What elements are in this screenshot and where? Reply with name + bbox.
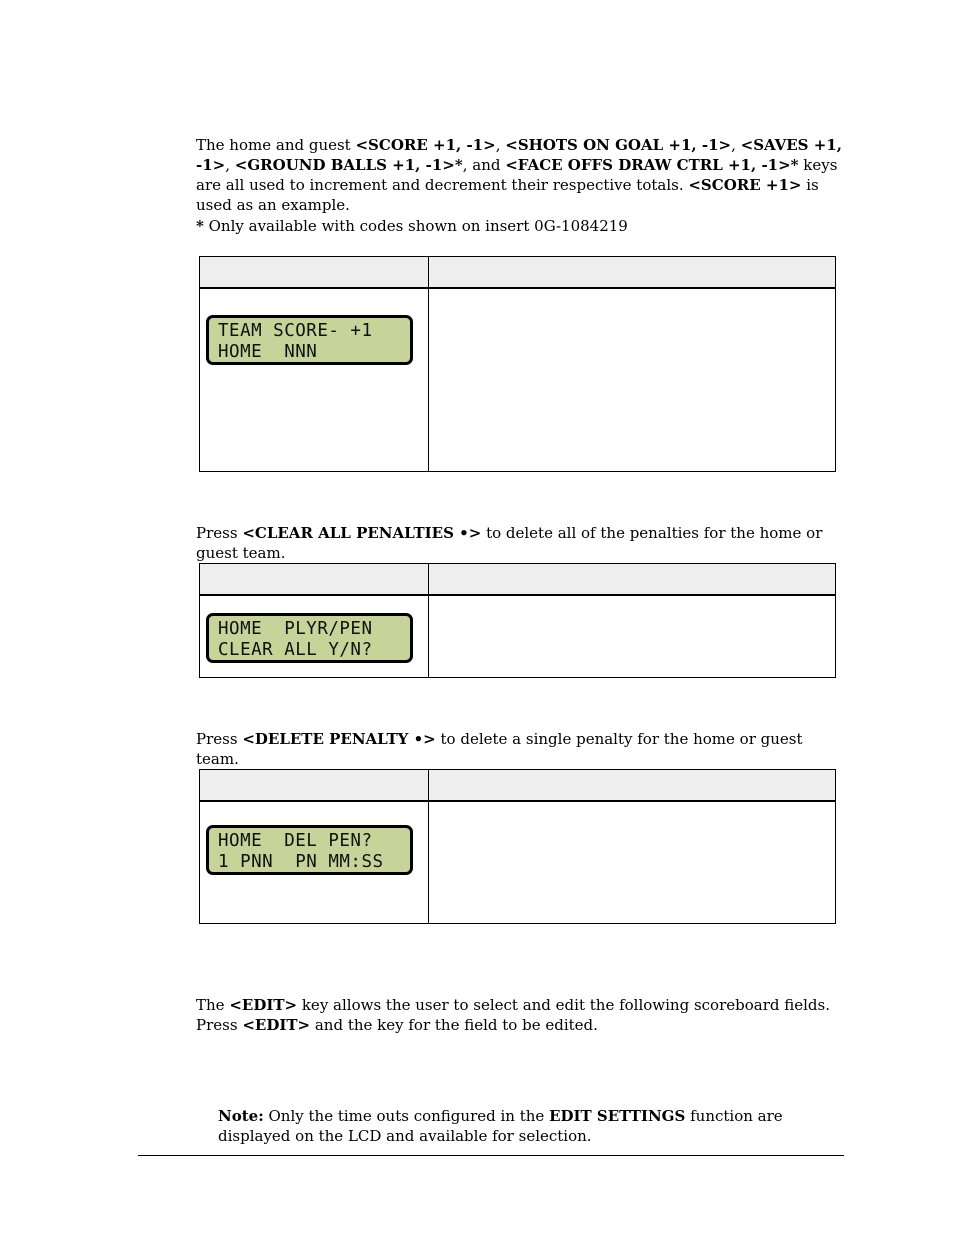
lcd-line-2: HOME NNN xyxy=(218,342,318,362)
table-header-cell xyxy=(200,770,429,802)
edit-text: and the key for the field to be edited. xyxy=(310,1016,598,1034)
intro-paragraph xyxy=(196,135,846,215)
score-key: <SCORE +1, -1> xyxy=(355,136,496,154)
lcd-display xyxy=(206,613,413,663)
saves-key: <SAVES +1, -1> xyxy=(196,136,842,174)
table-header-cell xyxy=(429,770,836,802)
description-cell xyxy=(429,801,836,924)
clear-penalties-table xyxy=(199,563,836,678)
intro-text: , and xyxy=(462,156,506,174)
delete-text: Press xyxy=(196,730,243,748)
clear-penalties-paragraph xyxy=(196,523,846,563)
lcd-line-1: HOME DEL PEN? xyxy=(218,831,373,851)
ground-balls-key: <GROUND BALLS +1, -1>* xyxy=(234,156,463,174)
table-header-cell xyxy=(200,257,429,289)
table-row xyxy=(200,801,836,924)
lcd-cell xyxy=(200,595,429,678)
clear-text: Press xyxy=(196,524,243,542)
table-header-cell xyxy=(200,564,429,596)
footnote-text: Only available with codes shown on insert 0G-1084219 xyxy=(203,217,628,235)
intro-text: , xyxy=(731,136,741,154)
lcd-line-1: HOME PLYR/PEN xyxy=(218,619,373,639)
edit-key: <EDIT> xyxy=(229,996,298,1014)
score-plus-one-key: <SCORE +1> xyxy=(688,176,802,194)
table-header-cell xyxy=(429,564,836,596)
lcd-display xyxy=(206,825,413,875)
delete-penalty-table xyxy=(199,769,836,924)
intro-text: , xyxy=(225,156,235,174)
edit-text: The xyxy=(196,996,230,1014)
intro-text: is used as an example. xyxy=(196,176,819,214)
delete-penalty-paragraph xyxy=(196,729,846,769)
description-cell xyxy=(429,288,836,472)
clear-all-penalties-key: <CLEAR ALL PENALTIES •> xyxy=(242,524,482,542)
edit-settings-label: EDIT SETTINGS xyxy=(549,1107,686,1125)
edit-text: Press xyxy=(196,1016,243,1034)
lcd-cell xyxy=(200,801,429,924)
delete-penalty-key: <DELETE PENALTY •> xyxy=(242,730,436,748)
intro-text: keys are all used to increment and decrement their respective totals. xyxy=(196,156,838,194)
shots-on-goal-key: <SHOTS ON GOAL +1, -1> xyxy=(505,136,732,154)
table-header-row xyxy=(200,564,836,596)
note-paragraph xyxy=(218,1106,833,1146)
score-table xyxy=(199,256,836,472)
intro-text: , xyxy=(495,136,506,154)
clear-text: to delete all of the penalties for the home or guest team. xyxy=(196,524,823,562)
table-header-row xyxy=(200,770,836,802)
note-text: Only the time outs configured in the xyxy=(263,1107,550,1125)
table-row xyxy=(200,595,836,678)
lcd-cell xyxy=(200,288,429,472)
note-label: Note: xyxy=(218,1107,264,1125)
note-text: function are displayed on the LCD and available for selection. xyxy=(218,1107,783,1145)
footer-rule xyxy=(138,1155,844,1156)
table-header-cell xyxy=(429,257,836,289)
intro-text: The home and guest xyxy=(196,136,356,154)
edit-paragraph xyxy=(196,995,846,1035)
footnote-star: * xyxy=(196,217,204,235)
edit-text: key allows the user to select and edit the following scoreboard fields. xyxy=(297,996,831,1014)
lcd-line-2: 1 PNN PN MM:SS xyxy=(218,852,384,872)
lcd-display xyxy=(206,315,413,365)
footnote xyxy=(196,216,846,236)
lcd-line-2: CLEAR ALL Y/N? xyxy=(218,640,373,660)
table-header-row xyxy=(200,257,836,289)
face-offs-key: <FACE OFFS DRAW CTRL +1, -1>* xyxy=(505,156,799,174)
delete-text: to delete a single penalty for the home or guest team. xyxy=(196,730,803,768)
edit-key: <EDIT> xyxy=(242,1016,311,1034)
lcd-line-1: TEAM SCORE- +1 xyxy=(218,321,373,341)
description-cell xyxy=(429,595,836,678)
table-row xyxy=(200,288,836,472)
